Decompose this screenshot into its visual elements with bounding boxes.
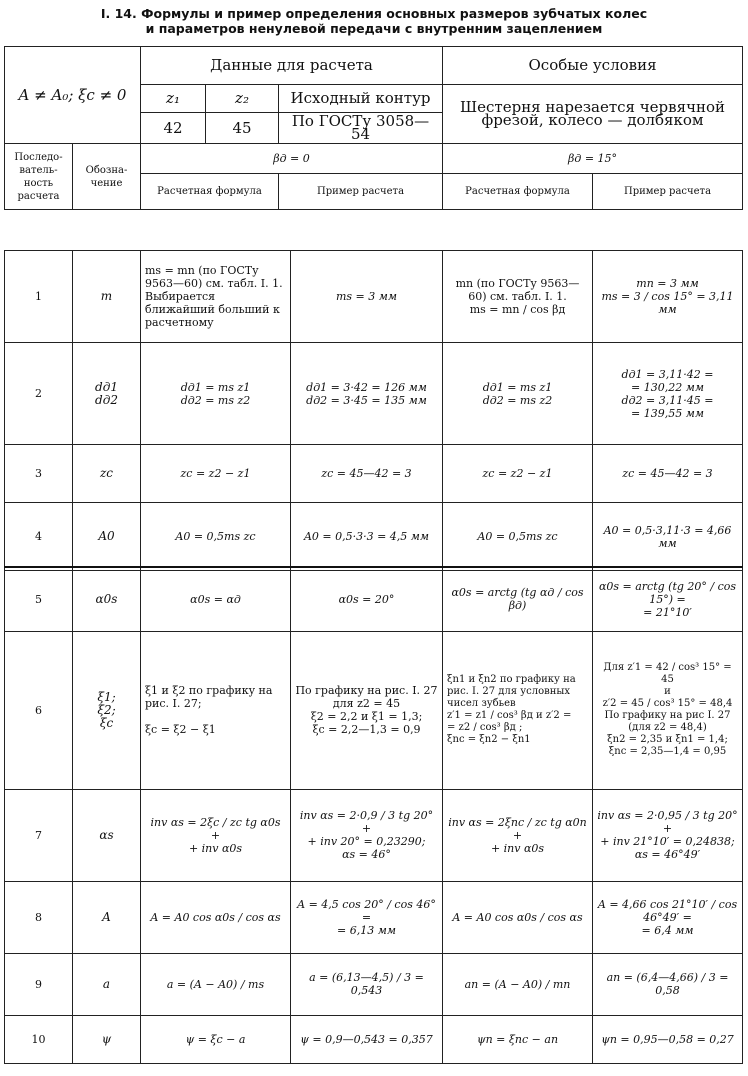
table-row: [5, 881, 743, 953]
example-beta15: an = (6,4—4,66) / 3 = 0,58: [593, 953, 743, 1015]
example-beta0: По графику на рис. I. 27 для z2 = 45 ξ2 = 2,2 и ξ1 = 1,3; ξc = 2,2—1,3 = 0,9: [291, 631, 443, 789]
table-row: [5, 953, 743, 1015]
example-beta0: ψ = 0,9—0,543 = 0,357: [291, 1015, 443, 1063]
beta15-header: βд = 15°: [443, 144, 743, 174]
formula-beta15: A = A0 cos α0s / cos αs: [443, 881, 593, 953]
formula-beta15: ξn1 и ξn2 по графику на рис. I. 27 для условных чисел зубьев z′1 = z1 / cos³ βд и z′2 = = z2 / cos³ βд ; ξnc = ξn2 − ξn1: [443, 631, 593, 789]
beta0-header: βд = 0: [141, 144, 443, 174]
example-beta15: ψn = 0,95—0,58 = 0,27: [593, 1015, 743, 1063]
example-beta0: α0s = 20°: [291, 567, 443, 631]
example-beta0: inv αs = 2·0,9 / 3 tg 20° + + inv 20° = 0,23290; αs = 46°: [291, 789, 443, 881]
formula-header-15: Расчетная формула: [443, 174, 593, 210]
row-symbol: αs: [73, 789, 141, 881]
formula-beta15: zc = z2 − z1: [443, 445, 593, 503]
formula-beta15: inv αs = 2ξnc / zc tg α0n + + inv α0s: [443, 789, 593, 881]
example-beta15: Для z′1 = 42 / cos³ 15° = 45 и z′2 = 45 / cos³ 15° = 48,4 По графику на рис I. 27 (для z2 = 48,4) ξn2 = 2,35 и ξn1 = 1,4; ξnc = 2,35—1,4 = 0,95: [593, 631, 743, 789]
row-symbol: m: [73, 251, 141, 343]
example-beta15: mn = 3 мм ms = 3 / cos 15° = 3,11 мм: [593, 251, 743, 343]
example-beta0: A0 = 0,5·3·3 = 4,5 мм: [291, 503, 443, 571]
formula-beta0: A = A0 cos α0s / cos αs: [141, 881, 291, 953]
formula-beta0: ψ = ξc − a: [141, 1015, 291, 1063]
formula-beta0: ξ1 и ξ2 по графику на рис. I. 27; ξc = ξ2 − ξ1: [141, 631, 291, 789]
z2-label: z₂: [206, 85, 279, 113]
row-symbol: a: [73, 953, 141, 1015]
table-row: [5, 445, 743, 503]
col-sym-header: Обозна- чение: [73, 144, 141, 210]
formula-beta0: zc = z2 − z1: [141, 445, 291, 503]
formula-beta15: ψn = ξnc − an: [443, 1015, 593, 1063]
row-number: 9: [5, 953, 73, 1015]
table-row: [5, 1015, 743, 1063]
example-beta15: zc = 45—42 = 3: [593, 445, 743, 503]
formula-beta0: dд1 = ms z1 dд2 = ms z2: [141, 343, 291, 445]
row-number: 1: [5, 251, 73, 343]
example-beta0: ms = 3 мм: [291, 251, 443, 343]
formula-beta15: an = (A − A0) / mn: [443, 953, 593, 1015]
row-symbol: A0: [73, 503, 141, 571]
table-title: [0, 6, 748, 36]
table-upper: [4, 46, 743, 210]
example-beta15: inv αs = 2·0,95 / 3 tg 20° + + inv 21°10′ = 0,24838; αs = 46°49′: [593, 789, 743, 881]
special-text: Шестерня нарезается червячной фрезой, колесо — долбяком: [443, 85, 743, 144]
row-symbol: α0s: [73, 567, 141, 631]
example-header-0: Пример расчета: [279, 174, 443, 210]
z2-value: 45: [206, 113, 279, 144]
row-number: 8: [5, 881, 73, 953]
example-beta0: dд1 = 3·42 = 126 мм dд2 = 3·45 = 135 мм: [291, 343, 443, 445]
row-number: 4: [5, 503, 73, 571]
formula-beta15: mn (по ГОСТу 9563—60) см. табл. I. 1. ms = mn / cos βд: [443, 251, 593, 343]
formula-beta0: A0 = 0,5ms zc: [141, 503, 291, 571]
table-row: [5, 631, 743, 789]
special-label: Особые условия: [443, 47, 743, 85]
z1-label: z₁: [141, 85, 206, 113]
example-beta0: zc = 45—42 = 3: [291, 445, 443, 503]
formula-beta15: dд1 = ms z1 dд2 = ms z2: [443, 343, 593, 445]
formula-beta0: inv αs = 2ξc / zc tg α0s + + inv α0s: [141, 789, 291, 881]
formula-beta0: a = (A − A0) / ms: [141, 953, 291, 1015]
formula-beta0: α0s = αд: [141, 567, 291, 631]
row-symbol: ψ: [73, 1015, 141, 1063]
example-beta15: α0s = arctg (tg 20° / cos 15°) = = 21°10′: [593, 567, 743, 631]
formula-header-0: Расчетная формула: [141, 174, 279, 210]
example-beta0: A = 4,5 cos 20° / cos 46° = = 6,13 мм: [291, 881, 443, 953]
row-number: 7: [5, 789, 73, 881]
table-row: [5, 789, 743, 881]
row-number: 10: [5, 1015, 73, 1063]
table-row: [5, 567, 743, 631]
row-number: 6: [5, 631, 73, 789]
table-row: [5, 343, 743, 445]
row-number: 3: [5, 445, 73, 503]
row-symbol: ξ1; ξ2; ξc: [73, 631, 141, 789]
contour-label: Исходный контур: [279, 85, 443, 113]
row-symbol: A: [73, 881, 141, 953]
title-line-1: I. 14. Формулы и пример определения основных размеров зубчатых колес: [100, 6, 648, 21]
row-number: 5: [5, 567, 73, 631]
formula-beta15: A0 = 0,5ms zc: [443, 503, 593, 571]
title-line-2: и параметров ненулевой передачи с внутренним зацеплением: [145, 21, 603, 36]
table-rows-5-10: [4, 566, 743, 1064]
table-row: [5, 251, 743, 343]
example-header-15: Пример расчета: [593, 174, 743, 210]
example-beta15: A0 = 0,5·3,11·3 = 4,66 мм: [593, 503, 743, 571]
data-label: Данные для расчета: [141, 47, 443, 85]
table-row: [5, 503, 743, 571]
formula-beta0: ms = mn (по ГОСТу 9563—60) см. табл. I. 1. Выбирается ближайший больший к расчетному: [141, 251, 291, 343]
z1-value: 42: [141, 113, 206, 144]
row-symbol: dд1 dд2: [73, 343, 141, 445]
condition-cell: A ≠ A₀; ξc ≠ 0: [5, 47, 141, 144]
formula-beta15: α0s = arctg (tg αд / cos βд): [443, 567, 593, 631]
row-symbol: zc: [73, 445, 141, 503]
col-seq-header: Последо- ватель- ность расчета: [5, 144, 73, 210]
example-beta15: A = 4,66 cos 21°10′ / cos 46°49′ = = 6,4 мм: [593, 881, 743, 953]
table-rows-1-4: [4, 250, 743, 571]
example-beta0: a = (6,13—4,5) / 3 = 0,543: [291, 953, 443, 1015]
contour-value: По ГОСТу 3058—54: [279, 113, 443, 144]
example-beta15: dд1 = 3,11·42 = = 130,22 мм dд2 = 3,11·45 = = 139,55 мм: [593, 343, 743, 445]
row-number: 2: [5, 343, 73, 445]
